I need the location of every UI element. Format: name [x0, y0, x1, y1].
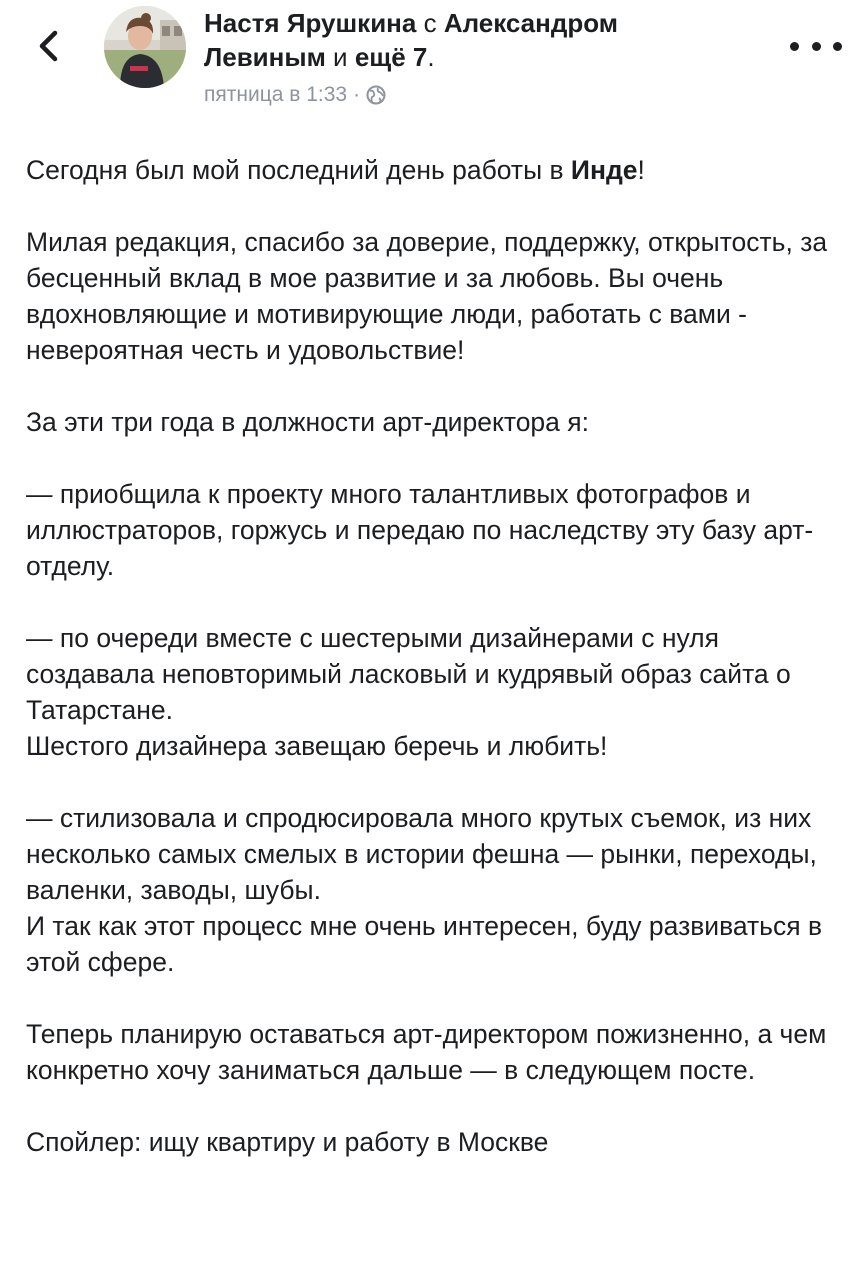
avatar-photo: [104, 6, 186, 88]
paragraph-shoots: — стилизовала и спродюсировала много крутых съемок, из них несколько самых смелых в истории фешна — рынки, переходы, валенки, заводы, шубы.: [26, 803, 817, 905]
paragraph-thanks: Милая редакция, спасибо за доверие, поддержку, открытость, за бесценный вклад в мое развитие и за любовь. Вы очень вдохновляющие и мотивирующие люди, работать с вами - невероятная честь и удовольствие!: [26, 227, 828, 365]
paragraph-intro: [26, 152, 846, 188]
paragraph-spoiler: Спойлер: ищу квартиру и работу в Москве: [26, 1127, 549, 1157]
intro-text: Сегодня был мой последний день работы в: [26, 155, 571, 185]
tagged-name-first[interactable]: Александром: [443, 8, 618, 38]
paragraph-designers-note: Шестого дизайнера завещаю беречь и любить!: [26, 731, 608, 761]
intro-end: !: [637, 155, 645, 185]
more-dots-icon: [812, 42, 821, 51]
tagged-name-last[interactable]: Левиным: [204, 42, 326, 72]
post-timestamp[interactable]: пятница в 1:33: [204, 83, 348, 106]
inde-link[interactable]: Инде: [570, 155, 638, 185]
chevron-left-icon: [37, 30, 59, 62]
post-text: [26, 152, 846, 1160]
and-word: и: [333, 42, 348, 72]
paragraph-summary-intro: За эти три года в должности арт-директора я:: [26, 407, 589, 437]
author-line: [204, 6, 764, 74]
back-button[interactable]: [28, 24, 68, 68]
paragraph-designers: — по очереди вместе с шестерыми дизайнерами с нуля создавала неповторимый ласковый и кудрявый образ сайта о Татарстане.: [26, 623, 791, 725]
post-header: [0, 0, 868, 120]
author-name[interactable]: Настя Ярушкина: [204, 8, 417, 38]
with-word: с: [423, 8, 437, 38]
period: .: [427, 42, 435, 72]
post-meta: [204, 82, 386, 108]
paragraph-future: Теперь планирую оставаться арт-директором пожизненно, а чем конкретно хочу заниматься дальше — в следующем посте.: [26, 1019, 827, 1085]
more-options-button[interactable]: [790, 34, 842, 58]
paragraph-shoots-note: И так как этот процесс мне очень интересен, буду развиваться в этой сфере.: [26, 911, 823, 977]
more-dots-icon: [833, 42, 842, 51]
avatar[interactable]: [104, 6, 186, 88]
more-dots-icon: [790, 42, 799, 51]
globe-icon[interactable]: [366, 85, 386, 105]
meta-separator: ·: [353, 83, 361, 106]
paragraph-photographers: — приобщила к проекту много талантливых фотографов и иллюстраторов, горжусь и передаю по наследству эту базу арт-отделу.: [26, 479, 814, 581]
others-link[interactable]: ещё 7: [354, 42, 428, 72]
